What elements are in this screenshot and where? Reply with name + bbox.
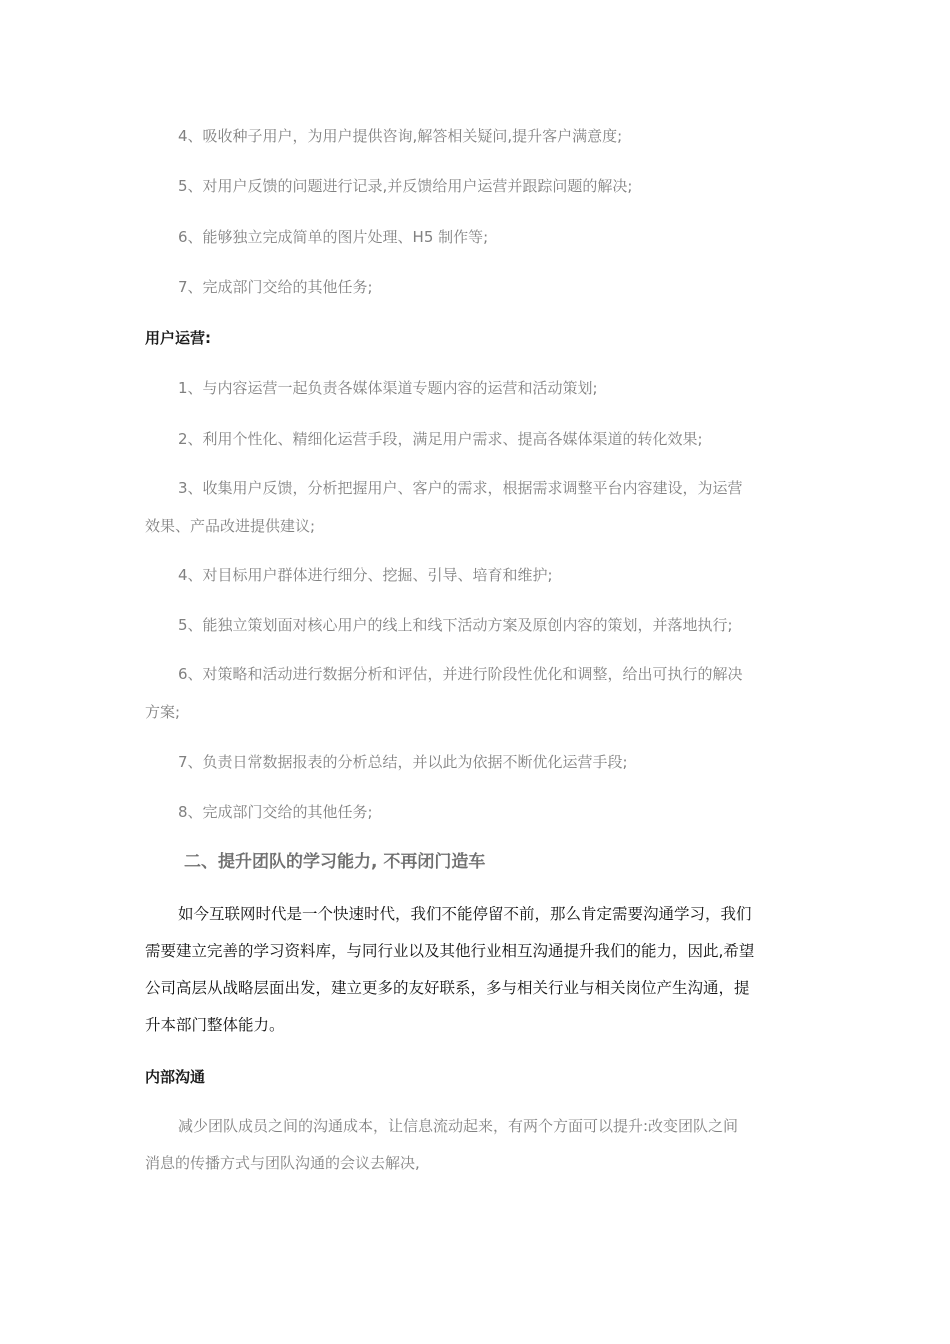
paragraph-line: 升本部门整体能力。 [145,1016,285,1034]
list-item: 7、负责日常数据报表的分析总结，并以此为依据不断优化运营手段; [178,753,628,771]
list-item-continuation: 方案; [145,703,181,721]
paragraph-line: 公司高层从战略层面出发，建立更多的友好联系，多与相关行业与相关岗位产生沟通，提 [145,979,750,997]
list-item: 5、对用户反馈的问题进行记录,并反馈给用户运营并跟踪问题的解决; [178,177,633,195]
section-title-user-ops: 用户运营: [145,329,211,347]
section-heading: 二、提升团队的学习能力, 不再闭门造车 [184,852,486,872]
list-item-continuation: 效果、产品改进提供建议; [145,517,316,535]
paragraph-line: 需要建立完善的学习资料库，与同行业以及其他行业相互沟通提升我们的能力，因此,希望 [145,942,755,960]
list-item: 1、与内容运营一起负责各媒体渠道专题内容的运营和活动策划; [178,379,598,397]
list-item: 3、收集用户反馈，分析把握用户、客户的需求，根据需求调整平台内容建设，为运营 [178,479,743,497]
list-item: 4、对目标用户群体进行细分、挖掘、引导、培育和维护; [178,566,553,584]
paragraph-line: 减少团队成员之间的沟通成本，让信息流动起来，有两个方面可以提升:改变团队之间 [178,1117,739,1135]
paragraph-line: 消息的传播方式与团队沟通的会议去解决, [145,1154,420,1172]
section-title-internal-comm: 内部沟通 [145,1068,206,1086]
paragraph-line: 如今互联网时代是一个快速时代，我们不能停留不前，那么肯定需要沟通学习，我们 [178,905,752,923]
list-item: 7、完成部门交给的其他任务; [178,278,373,296]
list-item: 5、能独立策划面对核心用户的线上和线下活动方案及原创内容的策划，并落地执行; [178,616,733,634]
list-item: 6、能够独立完成简单的图片处理、H5 制作等; [178,228,489,246]
list-item: 2、利用个性化、精细化运营手段，满足用户需求、提高各媒体渠道的转化效果; [178,430,703,448]
list-item: 8、完成部门交给的其他任务; [178,803,373,821]
list-item: 4、吸收种子用户，为用户提供咨询,解答相关疑问,提升客户满意度; [178,127,623,145]
list-item: 6、对策略和活动进行数据分析和评估，并进行阶段性优化和调整，给出可执行的解决 [178,665,743,683]
